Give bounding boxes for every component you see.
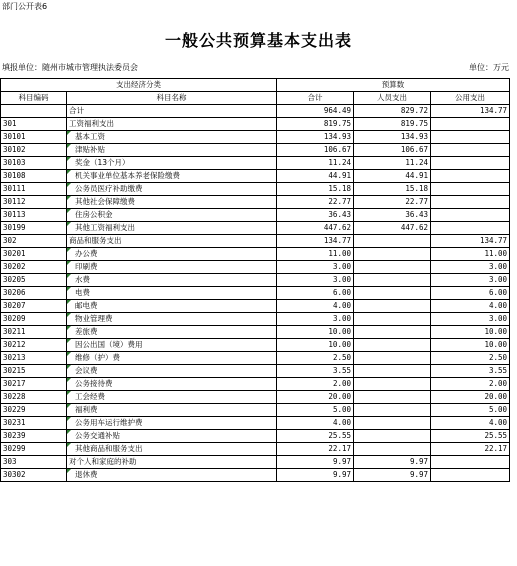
cell-personnel-expense	[354, 300, 431, 313]
cell-subject-code: 30215	[1, 365, 67, 378]
cell-subject-name: 其他商品和服务支出	[67, 443, 277, 456]
cell-total: 2.50	[277, 352, 354, 365]
cell-subject-code: 30213	[1, 352, 67, 365]
cell-public-expense	[431, 469, 510, 482]
cell-personnel-expense: 829.72	[354, 105, 431, 118]
cell-personnel-expense	[354, 339, 431, 352]
cell-subject-code: 30111	[1, 183, 67, 196]
cell-public-expense: 3.55	[431, 365, 510, 378]
cell-total: 447.62	[277, 222, 354, 235]
cell-subject-code: 30101	[1, 131, 67, 144]
cell-personnel-expense	[354, 261, 431, 274]
cell-personnel-expense	[354, 326, 431, 339]
table-body	[1, 105, 510, 482]
cell-subject-name: 会议费	[67, 365, 277, 378]
cell-personnel-expense	[354, 248, 431, 261]
table-row	[1, 300, 510, 313]
cell-public-expense: 10.00	[431, 326, 510, 339]
cell-total: 3.55	[277, 365, 354, 378]
header-subject-code: 科目编码	[1, 92, 67, 105]
cell-personnel-expense	[354, 287, 431, 300]
header-total: 合计	[277, 92, 354, 105]
table-row	[1, 274, 510, 287]
table-row	[1, 365, 510, 378]
cell-personnel-expense	[354, 404, 431, 417]
cell-subject-name: 电费	[67, 287, 277, 300]
cell-personnel-expense: 22.77	[354, 196, 431, 209]
cell-subject-code: 30108	[1, 170, 67, 183]
cell-public-expense: 4.00	[431, 300, 510, 313]
cell-subject-code: 30228	[1, 391, 67, 404]
cell-subject-name: 差旅费	[67, 326, 277, 339]
table-row	[1, 209, 510, 222]
cell-total: 20.00	[277, 391, 354, 404]
cell-subject-name: 基本工资	[67, 131, 277, 144]
cell-total: 9.97	[277, 469, 354, 482]
cell-total: 9.97	[277, 456, 354, 469]
table-column-header-row	[1, 92, 510, 105]
cell-personnel-expense	[354, 417, 431, 430]
table-row	[1, 183, 510, 196]
cell-public-expense: 134.77	[431, 235, 510, 248]
cell-personnel-expense	[354, 235, 431, 248]
cell-subject-name: 工会经费	[67, 391, 277, 404]
cell-subject-code: 30202	[1, 261, 67, 274]
cell-public-expense: 3.00	[431, 313, 510, 326]
cell-subject-name: 其他工资福利支出	[67, 222, 277, 235]
table-row	[1, 261, 510, 274]
cell-personnel-expense	[354, 391, 431, 404]
cell-public-expense: 2.00	[431, 378, 510, 391]
cell-personnel-expense	[354, 365, 431, 378]
cell-subject-name: 对个人和家庭的补助	[67, 456, 277, 469]
cell-subject-code: 301	[1, 118, 67, 131]
header-subject-name: 科目名称	[67, 92, 277, 105]
cell-subject-code: 302	[1, 235, 67, 248]
cell-total: 10.00	[277, 339, 354, 352]
cell-subject-name: 合计	[67, 105, 277, 118]
cell-subject-name: 其他社会保障缴费	[67, 196, 277, 209]
cell-public-expense	[431, 183, 510, 196]
cell-personnel-expense	[354, 352, 431, 365]
cell-public-expense: 10.00	[431, 339, 510, 352]
cell-subject-code: 30209	[1, 313, 67, 326]
cell-subject-code: 30229	[1, 404, 67, 417]
cell-total: 3.00	[277, 261, 354, 274]
cell-total: 5.00	[277, 404, 354, 417]
cell-subject-name: 办公费	[67, 248, 277, 261]
cell-subject-code: 30211	[1, 326, 67, 339]
cell-total: 4.00	[277, 417, 354, 430]
cell-total: 15.18	[277, 183, 354, 196]
cell-personnel-expense: 9.97	[354, 456, 431, 469]
table-row	[1, 339, 510, 352]
cell-personnel-expense: 134.93	[354, 131, 431, 144]
cell-subject-name: 机关事业单位基本养老保险缴费	[67, 170, 277, 183]
cell-subject-code: 30302	[1, 469, 67, 482]
page-title: 一般公共预算基本支出表	[164, 31, 352, 50]
table-row	[1, 222, 510, 235]
cell-total: 11.24	[277, 157, 354, 170]
table-row	[1, 170, 510, 183]
cell-total: 106.67	[277, 144, 354, 157]
cell-total: 134.93	[277, 131, 354, 144]
table-row	[1, 118, 510, 131]
cell-subject-code: 30206	[1, 287, 67, 300]
document-label: 部门公开表6	[2, 2, 48, 11]
table-row	[1, 469, 510, 482]
cell-personnel-expense: 11.24	[354, 157, 431, 170]
table-row	[1, 144, 510, 157]
cell-total: 6.00	[277, 287, 354, 300]
cell-subject-code: 30231	[1, 417, 67, 430]
table-row	[1, 248, 510, 261]
cell-personnel-expense: 106.67	[354, 144, 431, 157]
table-row	[1, 326, 510, 339]
cell-public-expense	[431, 456, 510, 469]
cell-total: 2.00	[277, 378, 354, 391]
cell-public-expense: 6.00	[431, 287, 510, 300]
table-row	[1, 313, 510, 326]
table-row	[1, 105, 510, 118]
cell-subject-name: 福利费	[67, 404, 277, 417]
cell-public-expense	[431, 118, 510, 131]
cell-subject-code: 30199	[1, 222, 67, 235]
cell-public-expense	[431, 170, 510, 183]
cell-public-expense: 134.77	[431, 105, 510, 118]
cell-public-expense: 2.50	[431, 352, 510, 365]
cell-personnel-expense	[354, 443, 431, 456]
cell-total: 44.91	[277, 170, 354, 183]
header-personnel-expense: 人员支出	[354, 92, 431, 105]
table-row	[1, 196, 510, 209]
cell-subject-code: 30113	[1, 209, 67, 222]
cell-subject-name: 退休费	[67, 469, 277, 482]
cell-public-expense	[431, 144, 510, 157]
cell-subject-name: 维修（护）费	[67, 352, 277, 365]
cell-subject-name: 奖金（13个月）	[67, 157, 277, 170]
table-row	[1, 456, 510, 469]
table-row	[1, 430, 510, 443]
cell-subject-name: 津贴补贴	[67, 144, 277, 157]
cell-subject-code: 30207	[1, 300, 67, 313]
currency-unit: 单位：万元	[469, 63, 509, 72]
reporting-unit: 填报单位：随州市城市管理执法委员会	[2, 63, 138, 72]
cell-public-expense	[431, 196, 510, 209]
cell-public-expense	[431, 209, 510, 222]
cell-public-expense	[431, 222, 510, 235]
cell-personnel-expense	[354, 378, 431, 391]
budget-table	[0, 78, 510, 482]
cell-personnel-expense: 447.62	[354, 222, 431, 235]
cell-public-expense: 3.00	[431, 261, 510, 274]
cell-subject-name: 公务员医疗补助缴费	[67, 183, 277, 196]
cell-subject-code: 303	[1, 456, 67, 469]
cell-subject-name: 公务用车运行维护费	[67, 417, 277, 430]
cell-total: 22.77	[277, 196, 354, 209]
cell-total: 3.00	[277, 313, 354, 326]
cell-public-expense	[431, 157, 510, 170]
table-row	[1, 391, 510, 404]
header-public-expense: 公用支出	[431, 92, 510, 105]
cell-subject-code: 30299	[1, 443, 67, 456]
cell-subject-name: 公务接待费	[67, 378, 277, 391]
cell-subject-name: 商品和服务支出	[67, 235, 277, 248]
cell-public-expense	[431, 131, 510, 144]
cell-public-expense: 22.17	[431, 443, 510, 456]
cell-personnel-expense	[354, 430, 431, 443]
cell-subject-code	[1, 105, 67, 118]
table-row	[1, 404, 510, 417]
cell-subject-code: 30205	[1, 274, 67, 287]
cell-subject-name: 物业管理费	[67, 313, 277, 326]
cell-personnel-expense: 36.43	[354, 209, 431, 222]
cell-subject-name: 工资福利支出	[67, 118, 277, 131]
cell-subject-code: 30102	[1, 144, 67, 157]
cell-personnel-expense: 15.18	[354, 183, 431, 196]
cell-subject-code: 30103	[1, 157, 67, 170]
header-economic-classification: 支出经济分类	[1, 79, 277, 92]
table-row	[1, 131, 510, 144]
cell-public-expense: 20.00	[431, 391, 510, 404]
cell-total: 819.75	[277, 118, 354, 131]
cell-subject-name: 公务交通补贴	[67, 430, 277, 443]
cell-total: 11.00	[277, 248, 354, 261]
cell-total: 964.49	[277, 105, 354, 118]
cell-total: 4.00	[277, 300, 354, 313]
cell-total: 36.43	[277, 209, 354, 222]
cell-public-expense: 25.55	[431, 430, 510, 443]
table-group-header-row	[1, 79, 510, 92]
cell-public-expense: 4.00	[431, 417, 510, 430]
table-row	[1, 157, 510, 170]
cell-subject-code: 30212	[1, 339, 67, 352]
cell-subject-code: 30201	[1, 248, 67, 261]
cell-total: 3.00	[277, 274, 354, 287]
cell-personnel-expense	[354, 274, 431, 287]
cell-subject-name: 住房公积金	[67, 209, 277, 222]
cell-public-expense: 3.00	[431, 274, 510, 287]
cell-personnel-expense: 819.75	[354, 118, 431, 131]
table-row	[1, 287, 510, 300]
cell-subject-name: 印刷费	[67, 261, 277, 274]
cell-subject-code: 30112	[1, 196, 67, 209]
cell-subject-name: 因公出国（境）费用	[67, 339, 277, 352]
cell-public-expense: 5.00	[431, 404, 510, 417]
table-row	[1, 417, 510, 430]
cell-personnel-expense	[354, 313, 431, 326]
cell-total: 10.00	[277, 326, 354, 339]
table-row	[1, 235, 510, 248]
table-row	[1, 443, 510, 456]
cell-personnel-expense: 44.91	[354, 170, 431, 183]
header-budget-amount: 预算数	[277, 79, 510, 92]
table-row	[1, 378, 510, 391]
cell-subject-name: 水费	[67, 274, 277, 287]
cell-subject-name: 邮电费	[67, 300, 277, 313]
cell-public-expense: 11.00	[431, 248, 510, 261]
cell-total: 134.77	[277, 235, 354, 248]
cell-subject-code: 30239	[1, 430, 67, 443]
cell-total: 25.55	[277, 430, 354, 443]
cell-personnel-expense: 9.97	[354, 469, 431, 482]
cell-total: 22.17	[277, 443, 354, 456]
cell-subject-code: 30217	[1, 378, 67, 391]
table-row	[1, 352, 510, 365]
